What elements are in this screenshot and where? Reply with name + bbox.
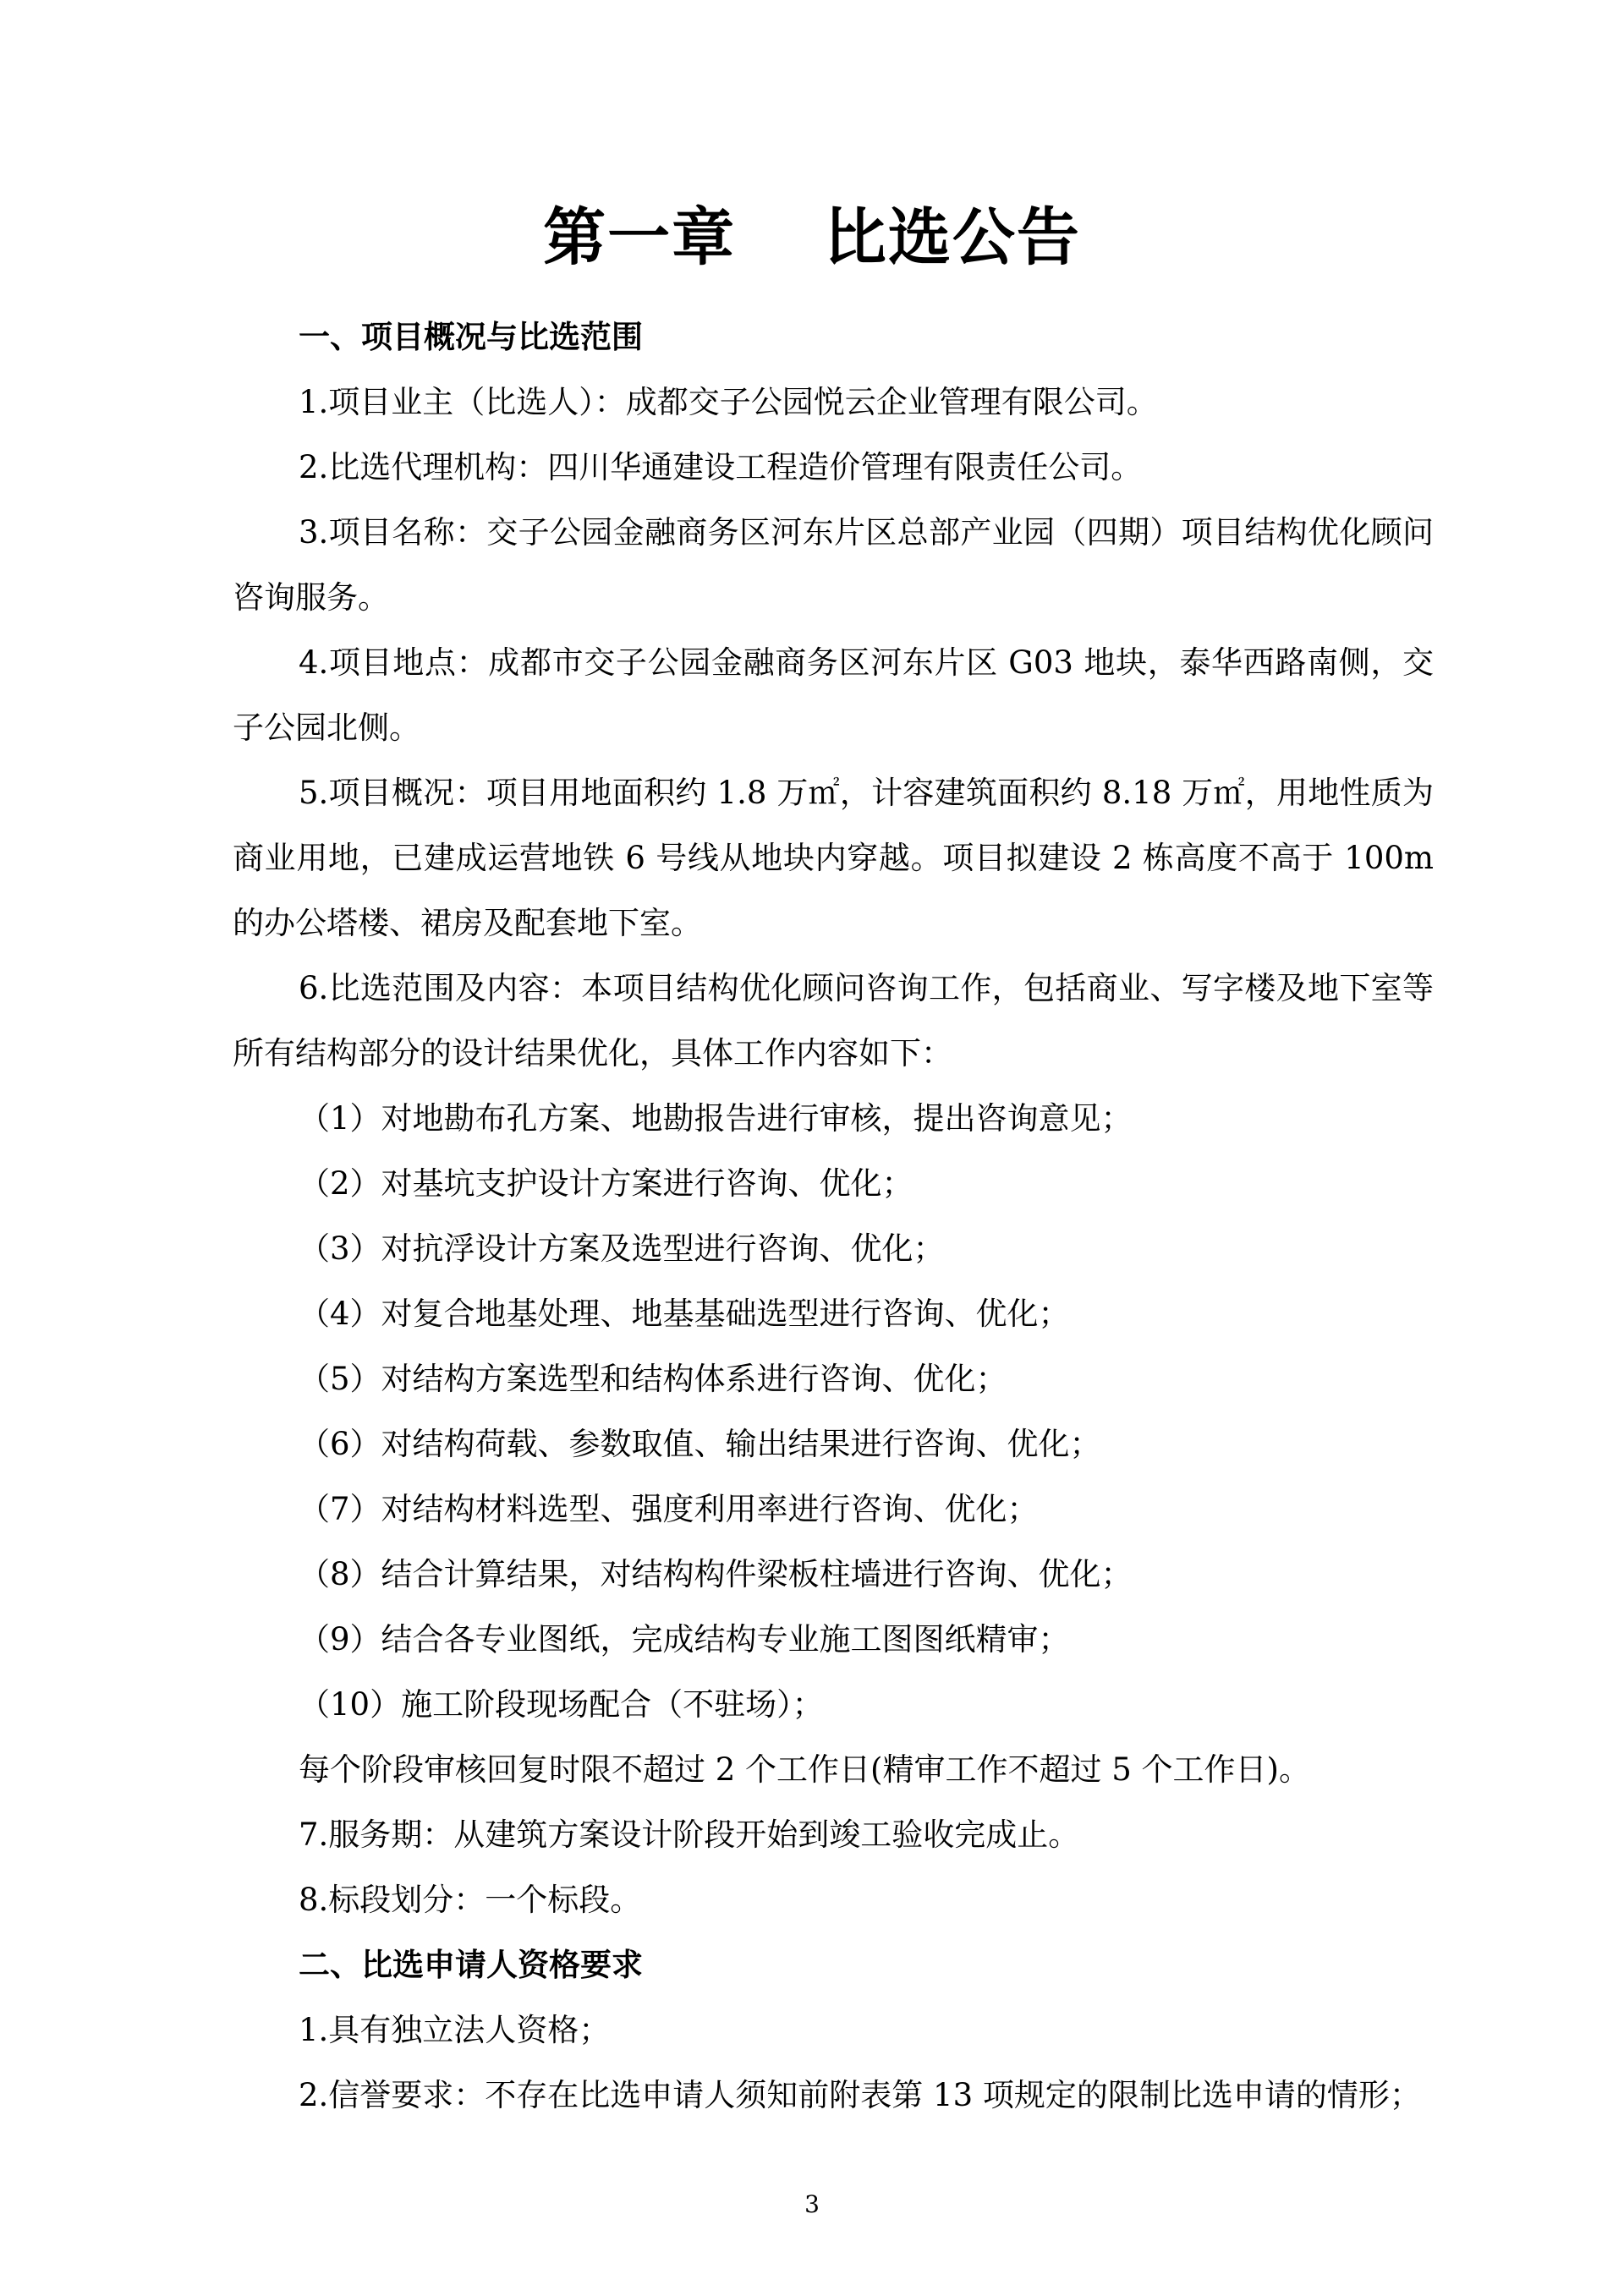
- page-number: 3: [804, 2190, 820, 2218]
- paragraph-service-period: 7.服务期：从建筑方案设计阶段开始到竣工验收完成止。: [299, 1817, 1080, 1853]
- paragraph-project-name: 3.项目名称：交子公园金融商务区河东片区总部产业园（四期）项目结构优化顾问咨询服务。: [233, 514, 1434, 616]
- paragraph-agency: 2.比选代理机构：四川华通建设工程造价管理有限责任公司。: [299, 449, 1143, 485]
- paragraph-location: 4.项目地点：成都市交子公园金融商务区河东片区 G03 地块，泰华西路南侧，交子公园北侧。: [233, 644, 1434, 746]
- document-body: [233, 304, 1434, 2128]
- scope-item: （7）对结构材料选型、强度利用率进行咨询、优化；: [299, 1491, 1039, 1527]
- paragraph-response-time: 每个阶段审核回复时限不超过 2 个工作日(精审工作不超过 5 个工作日)。: [299, 1751, 1310, 1788]
- scope-item: （3）对抗浮设计方案及选型进行咨询、优化；: [299, 1230, 945, 1267]
- scope-item: （5）对结构方案选型和结构体系进行咨询、优化；: [299, 1361, 1007, 1397]
- paragraph-credit-requirement: 2.信誉要求：不存在比选申请人须知前附表第 13 项规定的限制比选申请的情形；: [299, 2077, 1421, 2113]
- scope-item: （4）对复合地基处理、地基基础选型进行咨询、优化；: [299, 1296, 1070, 1332]
- scope-item: （1）对地勘布孔方案、地勘报告进行审核，提出咨询意见；: [299, 1100, 1133, 1137]
- section-heading-1: 一、项目概况与比选范围: [299, 319, 643, 355]
- section-heading-2: 二、比选申请人资格要求: [299, 1947, 643, 1983]
- chapter-title: 第一章 比选公告: [543, 201, 1081, 274]
- paragraph-scope: 6.比选范围及内容：本项目结构优化顾问咨询工作，包括商业、写字楼及地下室等所有结构部分的设计结果优化，具体工作内容如下：: [233, 970, 1434, 1071]
- paragraph-overview: 5.项目概况：项目用地面积约 1.8 万㎡，计容建筑面积约 8.18 万㎡，用地性质为商业用地，已建成运营地铁 6 号线从地块内穿越。项目拟建设 2 栋高度不高于 100m 的办公塔楼、裙房及配套地下室。: [233, 775, 1434, 941]
- paragraph-lot-division: 8.标段划分：一个标段。: [299, 1882, 642, 1918]
- paragraph-owner: 1.项目业主（比选人）：成都交子公园悦云企业管理有限公司。: [299, 384, 1158, 420]
- scope-item: （6）对结构荷载、参数取值、输出结果进行咨询、优化；: [299, 1426, 1101, 1462]
- scope-item: （2）对基坑支护设计方案进行咨询、优化；: [299, 1165, 914, 1202]
- scope-item: （8）结合计算结果，对结构构件梁板柱墙进行咨询、优化；: [299, 1556, 1133, 1592]
- paragraph-legal-person: 1.具有独立法人资格；: [299, 2012, 611, 2048]
- scope-item: （9）结合各专业图纸，完成结构专业施工图图纸精审；: [299, 1621, 1070, 1658]
- scope-item: （10）施工阶段现场配合（不驻场）；: [299, 1686, 824, 1723]
